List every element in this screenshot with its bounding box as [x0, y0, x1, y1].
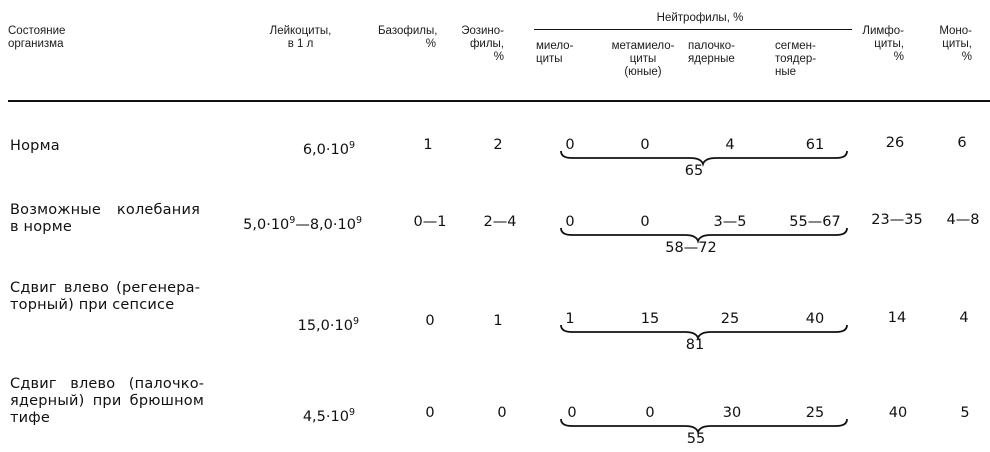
- header-eosinophils-line2: филы,: [469, 38, 504, 50]
- row-2-basophils: 0—1: [413, 214, 447, 230]
- row-3-leuk-exp: 9: [352, 316, 359, 327]
- header-eosinophils-line1: Эозино-: [461, 25, 504, 37]
- header-metamyelocytes-line2: циты: [629, 53, 657, 65]
- row-3-segmented: 40: [805, 311, 825, 327]
- row-2-band: 3—5: [713, 214, 747, 230]
- row-1-state: Норма: [10, 138, 60, 154]
- header-lymphocytes: [846, 25, 904, 64]
- row-2-lymphocytes: 23—35: [871, 212, 923, 228]
- row-3-band: 25: [720, 311, 740, 327]
- header-state-line1: Состояние: [8, 25, 66, 37]
- row-4-leuk-base: 4,5·10: [302, 409, 349, 425]
- header-state-line2: организма: [8, 38, 64, 50]
- row-2-leuk-base: 5,0·10: [243, 217, 290, 233]
- row-1-lymphocytes: 26: [885, 135, 905, 151]
- header-bottom-rule: [8, 100, 990, 102]
- header-metamyelocytes: [598, 40, 688, 79]
- row-1-basophils: 1: [423, 137, 433, 153]
- row-2-leuk-exp: 9: [289, 215, 296, 226]
- row-4-neutrophils-total: 55: [686, 431, 706, 447]
- row-3-lymphocytes: 14: [887, 310, 907, 326]
- header-band: [688, 40, 735, 66]
- row-1-leuk-exp: 9: [348, 140, 355, 151]
- header-eosinophils: [444, 25, 504, 64]
- row-1-metamyelocytes: 0: [640, 137, 650, 153]
- header-band-line2: ядерные: [688, 53, 735, 65]
- header-lymphocytes-line2: циты,: [874, 38, 904, 50]
- row-3-myelocytes: 1: [565, 311, 575, 327]
- header-monocytes-line3: %: [961, 51, 972, 63]
- row-2-myelocytes: 0: [565, 214, 575, 230]
- row-3-basophils: 0: [425, 313, 435, 329]
- row-2-leuk-tail: —8,0·10: [295, 217, 356, 233]
- header-segmented-line1: сегмен-: [775, 40, 816, 52]
- header-eosinophils-line3: %: [493, 51, 504, 63]
- row-4-band: 30: [722, 405, 742, 421]
- header-neutrophils-group: Нейтрофилы, %: [656, 12, 744, 24]
- row-4-myelocytes: 0: [567, 405, 577, 421]
- row-2-leukocytes: [200, 212, 362, 234]
- header-basophils-line1: Базофилы,: [378, 25, 438, 37]
- row-4-leukocytes: [225, 404, 355, 426]
- row-2-metamyelocytes: 0: [640, 214, 650, 230]
- header-leukocytes: [248, 25, 353, 51]
- header-monocytes-line2: циты,: [942, 38, 972, 50]
- header-leukocytes-line1: Лейкоциты,: [269, 25, 332, 37]
- header-monocytes: [922, 25, 972, 64]
- header-lymphocytes-line1: Лимфо-: [862, 25, 904, 37]
- row-4-eosinophils: 0: [497, 405, 507, 421]
- row-3-metamyelocytes: 15: [640, 311, 660, 327]
- row-4-state: Сдвиг влево (палочкоядерный) при брюшном тифе: [10, 376, 204, 426]
- row-1-leukocytes: [225, 137, 355, 159]
- header-segmented-line2: тоядер-: [775, 53, 817, 65]
- row-3-leuk-base: 15,0·10: [297, 318, 353, 334]
- header-state: [8, 25, 65, 51]
- row-4-basophils: 0: [425, 405, 435, 421]
- row-2-monocytes: 4—8: [946, 212, 980, 228]
- header-segmented: [775, 40, 816, 79]
- header-monocytes-line1: Моно-: [939, 25, 972, 37]
- row-3-eosinophils: 1: [493, 313, 503, 329]
- row-2-state: Возможные колебания в норме: [10, 202, 200, 235]
- row-4-monocytes: 5: [960, 405, 970, 421]
- header-lymphocytes-line3: %: [893, 51, 904, 63]
- row-1-leuk-base: 6,0·10: [302, 142, 349, 158]
- row-4-leuk-exp: 9: [348, 407, 355, 418]
- row-1-band: 4: [725, 137, 735, 153]
- row-1-eosinophils: 2: [493, 137, 503, 153]
- header-metamyelocytes-line3: (юные): [624, 66, 662, 78]
- row-3-leukocytes: [225, 313, 359, 335]
- header-band-line1: палочко-: [688, 40, 735, 52]
- header-segmented-line3: ные: [775, 66, 797, 78]
- header-basophils: [378, 25, 436, 51]
- row-3-state: Сдвиг влево (регенераторный) при сепсисе: [10, 280, 200, 313]
- row-2-segmented: 55—67: [789, 214, 841, 230]
- row-1-monocytes: 6: [957, 135, 967, 151]
- header-myelocytes: [536, 40, 573, 66]
- row-1-neutrophils-total: 65: [684, 163, 704, 179]
- row-2-neutrophils-total: 58—72: [665, 240, 717, 256]
- row-1-segmented: 61: [805, 137, 825, 153]
- row-4-metamyelocytes: 0: [645, 405, 655, 421]
- neutrophils-group-rule: [534, 29, 852, 30]
- row-3-monocytes: 4: [959, 310, 969, 326]
- header-metamyelocytes-line1: метамиело-: [611, 40, 675, 52]
- row-3-neutrophils-total: 81: [685, 337, 705, 353]
- row-2-leuk-exp2: 9: [355, 215, 362, 226]
- row-2-eosinophils: 2—4: [483, 214, 517, 230]
- row-4-lymphocytes: 40: [888, 405, 908, 421]
- header-myelocytes-line1: миело-: [536, 40, 574, 52]
- row-1-myelocytes: 0: [565, 137, 575, 153]
- header-basophils-line2: %: [425, 38, 436, 50]
- header-leukocytes-line2: в 1 л: [287, 38, 314, 50]
- row-4-segmented: 25: [805, 405, 825, 421]
- header-myelocytes-line2: циты: [536, 53, 563, 65]
